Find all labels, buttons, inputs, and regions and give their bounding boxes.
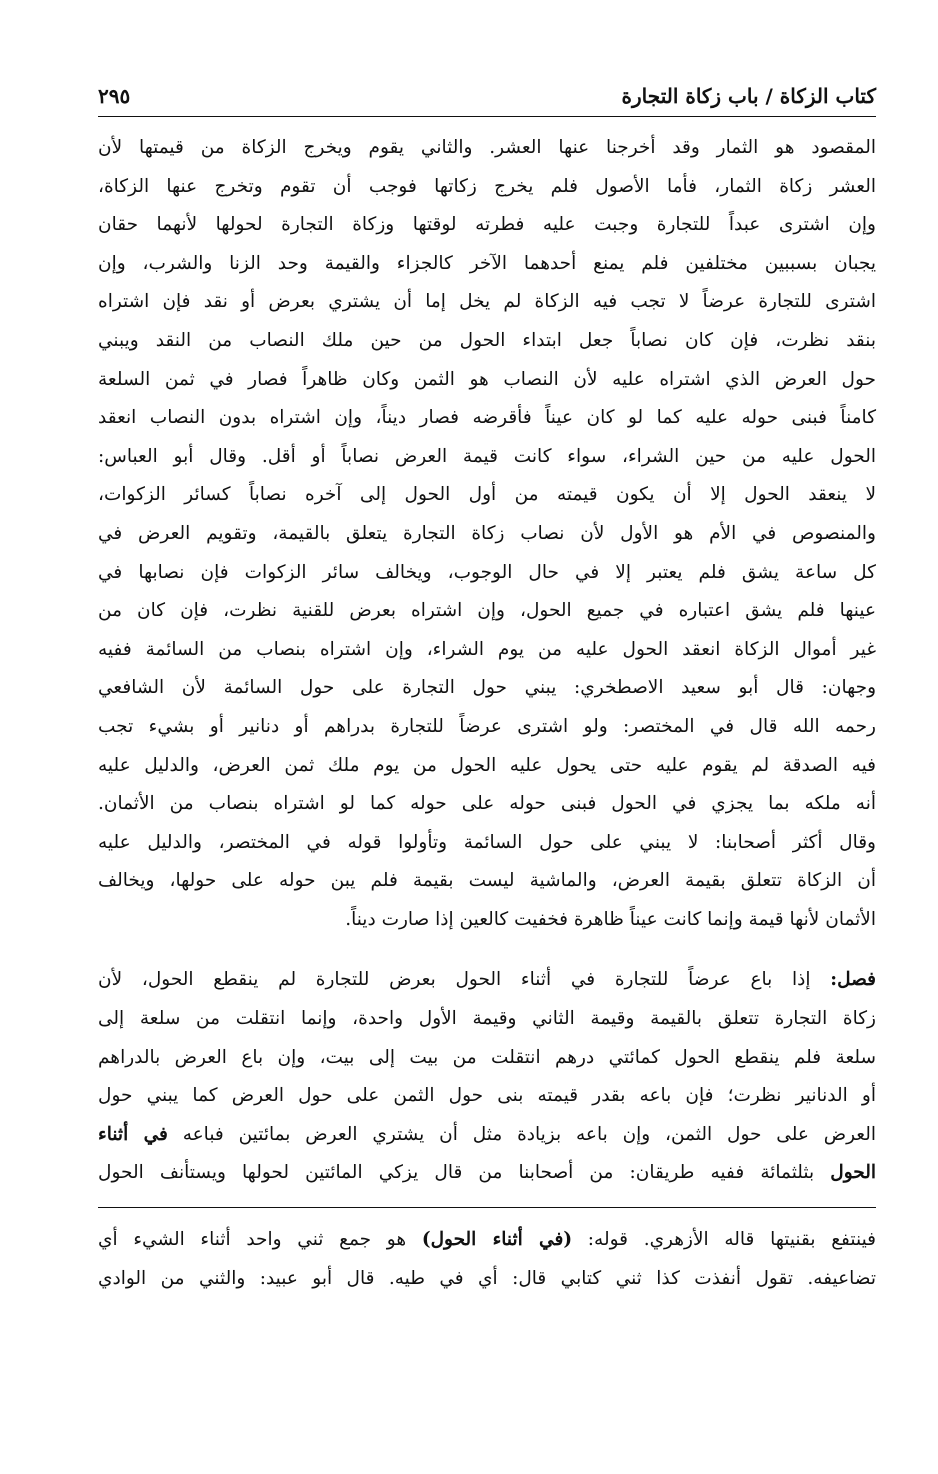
text-line: حول العرض الذي اشتراه عليه لأن النصاب هو الثمن وكان ظاهراً فصار في ثمن السلعة [98, 368, 876, 390]
text-line [98, 961, 876, 1000]
text-line: بنقد نظرت، فإن كان نصاباً جعل ابتداء الحول من حين ملك النصاب من النقد ويبني [98, 329, 876, 351]
text-span: فينتفع بقنيتها قاله الأزهري. قوله: [587, 1229, 877, 1251]
glossed-term: الحول [830, 1162, 876, 1184]
text-line: أنه ملكه بما يجزي في الحول فبنى حوله على حوله كما لو اشتراه بنصاب من الأثمان. [98, 793, 876, 815]
text-line: رحمه الله قال في المختصر: ولو اشترى عرضاً للتجارة بدراهم أو دنانير أو بشيء تجب [98, 715, 876, 737]
text-line: فيه الصدقة لم يقوم عليه حتى يحول عليه الحول من يوم ملك ثمن العرض، والدليل عليه [98, 754, 876, 776]
text-line: عينها فلم يشق اعتباره في جميع الحول، وإن اشتراه بعرض للقنية نظرت، فإن كان من [98, 600, 876, 622]
glossed-term: في أثناء [98, 1123, 168, 1145]
main-text [98, 129, 876, 1193]
text-span: هو جمع ثني واحد أثناء الشيء أي [98, 1229, 407, 1251]
text-line: اشترى للتجارة عرضاً لا تجب فيه الزكاة لم يخل إما أن يشتري بعرض أو نقد فإن اشتراه [98, 291, 876, 313]
text-line: المقصود هو الثمار وقد أخرجنا عنها العشر. والثاني يقوم ويخرج الزكاة من قيمتها لأن [98, 137, 876, 158]
text-line: لا ينعقد الحول إلا أن يكون قيمته من أول الحول إلى آخره نصاباً كسائر الزكوات، [98, 484, 876, 506]
text-line: العشر زكاة الثمار، فأما الأصول فلم يخرج زكاتها فوجب أن تقوم وتخرج عنها الزكاة، [98, 175, 876, 197]
text-line: تضاعيفه. تقول أنفذت كذا ثني كتابي قال: أي في طيه. قال أبو عبيد: والثني من الوادي [98, 1268, 876, 1290]
text-line [98, 1116, 876, 1155]
text-line: وجهان: قال أبو سعيد الاصطخري: يبني حول التجارة على حول السائمة لأن الشافعي [98, 677, 876, 699]
text-line: أن الزكاة تتعلق بقيمة العرض، والماشية ليست بقيمة فلم يبن حوله على حولها، ويخالف [98, 870, 876, 892]
text-line: كل ساعة يشق فلم يعتبر إلا في حال الوجوب، ويخالف سائر الزكوات فإن نصابها في [98, 561, 876, 583]
text-line: زكاة التجارة تتعلق بالقيمة وقيمة الثاني وقيمة الأول واحدة، وإنما انتقلت من سلعة إلى [98, 1008, 876, 1030]
text-span: العرض على حول الثمن، وإن باعه بزيادة مثل أن يشتري العرض بمائتين فباعه [182, 1123, 876, 1145]
running-title: كتاب الزكاة / باب زكاة التجارة [621, 84, 876, 108]
text-line: أو الدنانير نظرت؛ فإن باعه بقدر قيمته بنى حول الثمن على حول العرض كما يبني حول [98, 1085, 876, 1107]
text-line: وإن اشترى عبداً للتجارة وجبت عليه فطرته لوقتها وزكاة التجارة لحولها لأنهما حقان [98, 214, 876, 236]
page-number: ٢٩٥ [98, 84, 131, 108]
text-span: إذا باع عرضاً للتجارة في أثناء الحول بعرض للتجارة لم ينقطع الحول، لأن [98, 969, 811, 991]
paragraph-2 [98, 961, 876, 1193]
text-line: كامناً فبنى حوله عليه كما لو كان عيناً فأقرضه فصار ديناً، وإن اشتراه بدون النصاب انعقد [98, 407, 876, 429]
text-span: بثلثمائة ففيه طريقان: من أصحابنا من قال يزكي المائتين لحولها ويستأنف الحول [98, 1162, 815, 1184]
glossed-term: (في أثناء الحول) [421, 1229, 573, 1251]
text-line: سلعة فلم ينقطع الحول كمائتي درهم انتقلت من بيت إلى بيت، وإن باع العرض بالدراهم [98, 1046, 876, 1068]
text-line [98, 1154, 876, 1193]
footnote-divider [98, 1207, 876, 1208]
page-header [98, 82, 876, 117]
text-line: الأثمان لأنها قيمة وإنما كانت عيناً ظاهرة فخفيت كالعين إذا صارت ديناً. [345, 908, 876, 930]
text-line: غير أموال الزكاة انعقد الحول عليه من يوم الشراء، وإن اشتراه بنصاب من السائمة ففيه [98, 638, 876, 660]
text-line: والمنصوص في الأم هو الأول لأن نصاب زكاة التجارة يتعلق بالقيمة، وتقويم العرض في [98, 522, 876, 544]
footnote-text [98, 1220, 876, 1298]
text-line: الحول عليه من حين الشراء، سواء كانت قيمة العرض نصاباً أو أقل. وقال أبو العباس: [98, 445, 876, 467]
text-line: يجبان بسببين مختلفين فلم يمنع أحدهما الآخر كالجزاء والقيمة وحد الزنا والشرب، وإن [98, 252, 876, 274]
paragraph-1 [98, 129, 876, 939]
text-line [98, 1220, 876, 1259]
footnotes [98, 1220, 876, 1298]
text-line: وقال أكثر أصحابنا: لا يبني على حول السائمة وتأولوا قوله في المختصر، والدليل عليه [98, 831, 876, 853]
section-label: فصل: [830, 969, 876, 991]
